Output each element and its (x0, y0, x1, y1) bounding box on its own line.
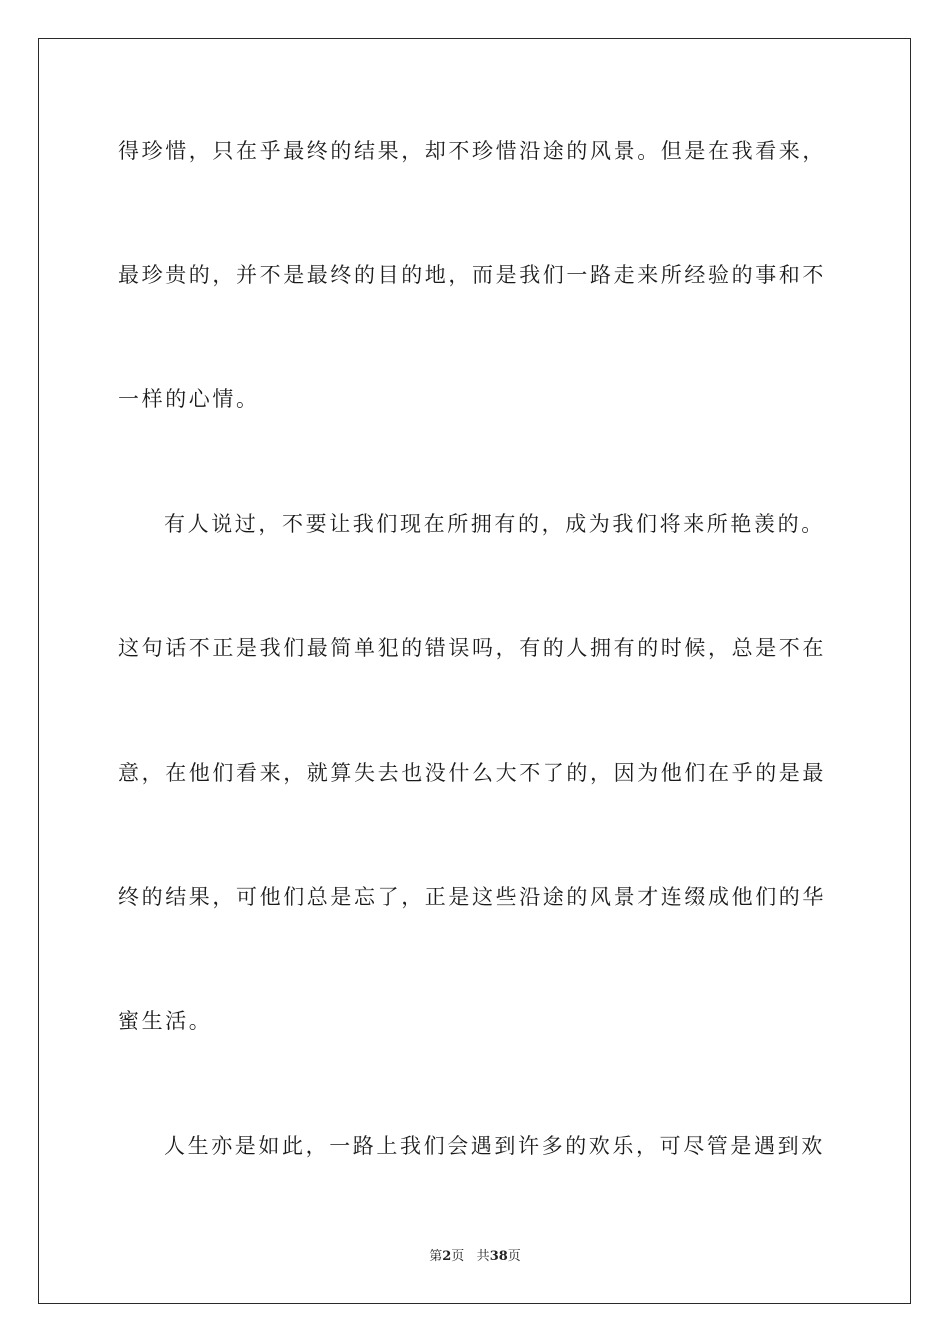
text-line: 蜜生活。 (118, 1009, 213, 1033)
total-suffix: 页 (507, 1249, 521, 1264)
text-line: 一样的心情。 (118, 387, 260, 411)
page-prefix: 第 (429, 1249, 443, 1264)
page-footer (0, 1245, 950, 1264)
text-line: 得珍惜，只在乎最终的结果，却不珍惜沿途的风景。但是在我看来， (118, 139, 826, 163)
text-line: 最珍贵的，并不是最终的目的地，而是我们一路走来所经验的事和不 (118, 263, 826, 287)
text-line: 意，在他们看来，就算失去也没什么大不了的，因为他们在乎的是最 (118, 761, 826, 785)
text-line: 人生亦是如此，一路上我们会遇到许多的欢乐，可尽管是遇到欢 (164, 1134, 825, 1158)
total-pages: 38 (489, 1249, 508, 1264)
total-prefix: 共 (476, 1249, 490, 1264)
page-border (38, 38, 911, 1304)
text-line: 终的结果，可他们总是忘了，正是这些沿途的风景才连缀成他们的华 (118, 885, 826, 909)
text-line: 这句话不正是我们最简单犯的错误吗，有的人拥有的时候，总是不在 (118, 636, 826, 660)
page-suffix: 页 (451, 1249, 465, 1264)
text-line: 有人说过，不要让我们现在所拥有的，成为我们将来所艳羡的。 (164, 512, 825, 536)
page-number: 2 (442, 1249, 452, 1264)
